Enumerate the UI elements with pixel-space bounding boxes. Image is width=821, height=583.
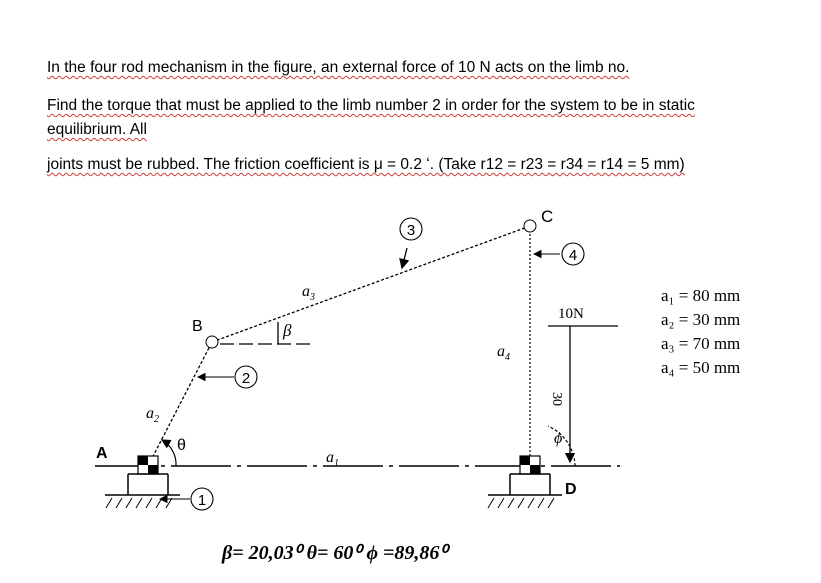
link-3-number: 3 <box>406 222 416 239</box>
param-a4-name: a₄ <box>661 358 675 377</box>
param-a2 <box>661 308 740 332</box>
point-c-label: C <box>541 207 554 226</box>
param-a2-name: a₂ <box>661 310 675 329</box>
phi-label: ϕ <box>554 430 563 447</box>
support-d <box>488 456 562 508</box>
param-a1 <box>661 284 740 308</box>
parameter-list <box>661 284 740 380</box>
link-3-line <box>212 226 530 342</box>
link-3-arrow <box>402 248 407 268</box>
a2-label: $a_2$ <box>146 405 159 425</box>
dimension-30-label: 30 <box>549 392 564 406</box>
force-label: 10N <box>558 306 584 322</box>
support-a <box>105 456 180 508</box>
joint-c-circle <box>524 220 536 232</box>
point-d-label: D <box>565 481 577 498</box>
a1-label: $a_1$ <box>326 449 339 469</box>
param-a3 <box>661 332 740 356</box>
theta-arc <box>162 440 176 466</box>
a3-label: $a_3$ <box>302 283 315 303</box>
link-4-number: 4 <box>568 247 578 264</box>
angle-values: β= 20,03⁰ θ= 60⁰ ϕ =89,86⁰ <box>222 542 448 564</box>
beta-label: β <box>283 321 292 340</box>
link-2-number: 2 <box>241 370 251 387</box>
point-a-label: A <box>96 445 108 462</box>
param-a3-name: a₃ <box>661 334 675 353</box>
param-a4-value: = 50 mm <box>678 358 741 377</box>
param-a3-value: = 70 mm <box>678 334 741 353</box>
param-a1-name: a₁ <box>661 286 675 305</box>
problem-line-2-text: Find the torque that must be applied to the limb number 2 in order for the system to be in static <box>47 97 695 114</box>
param-a2-value: = 30 mm <box>678 310 741 329</box>
theta-label: θ <box>177 437 186 454</box>
joint-b-circle <box>206 336 218 348</box>
problem-line-3-text: equilibrium. All <box>47 121 147 138</box>
param-a1-value: = 80 mm <box>678 286 741 305</box>
problem-line-4-text: joints must be rubbed. The friction coefficient is μ = 0.2 ʻ. (Take r12 = r23 = r34 = r14 = 5 mm) <box>47 156 685 173</box>
problem-line-1-text: In the four rod mechanism in the figure, an external force of 10 N acts on the limb no. <box>47 59 630 76</box>
param-a4 <box>661 356 740 380</box>
point-b-label: B <box>192 318 203 335</box>
link-1-number: 1 <box>197 492 207 509</box>
a4-label: $a_4$ <box>497 343 510 363</box>
